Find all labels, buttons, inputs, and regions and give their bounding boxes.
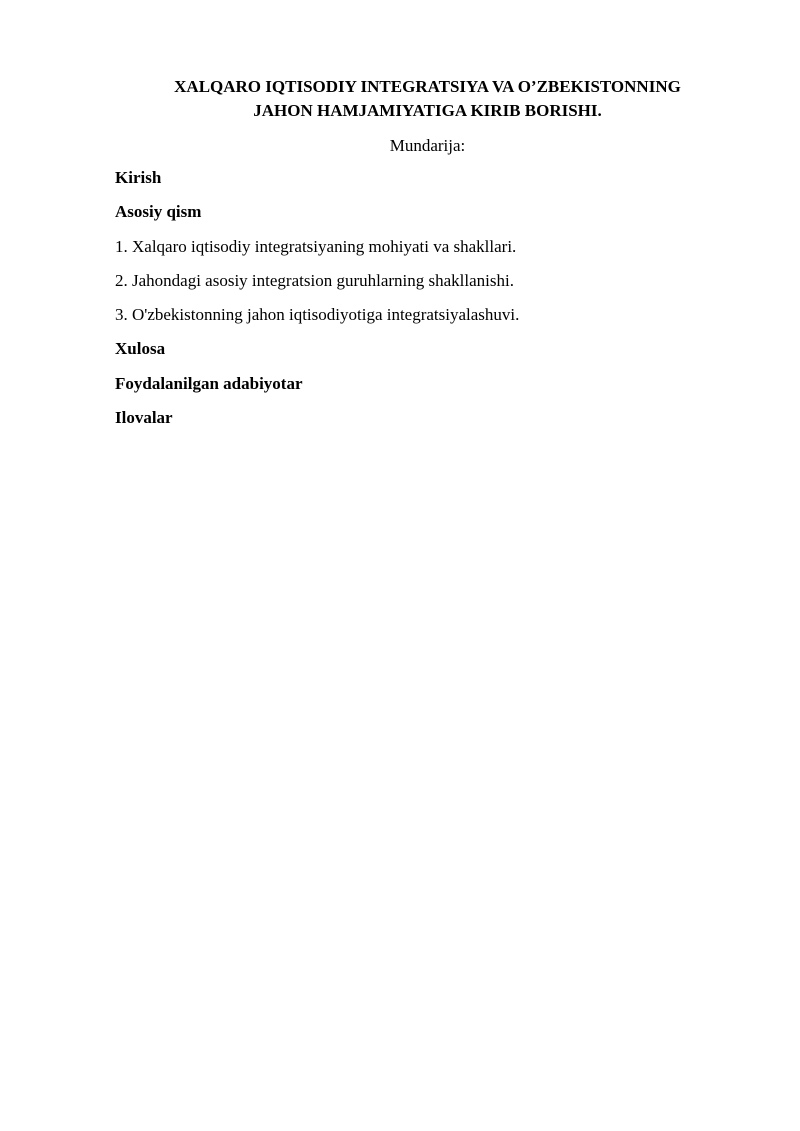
- toc-item-kirish: Kirish: [115, 168, 162, 187]
- table-of-contents: [115, 166, 740, 440]
- toc-item-asosiy-qism: Asosiy qism: [115, 202, 202, 222]
- toc-item-section-1: 1. Xalqaro iqtisodiy integratsiyaning mohiyati va shakllari.: [115, 236, 517, 256]
- toc-item-xulosa: Xulosa: [115, 339, 166, 359]
- toc-item-section-3: 3. O'zbekistonning jahon iqtisodiyotiga integratsiyalashuvi.: [115, 305, 520, 325]
- document-title: [115, 75, 740, 123]
- toc-item-adabiyotlar: Foydalanilgan adabiyotar: [115, 373, 303, 393]
- table-of-contents-heading: Mundarija:: [389, 136, 466, 155]
- toc-item-section-2: 2. Jahondagi asosiy integratsion guruhlarning shakllanishi.: [115, 270, 514, 290]
- document-title-line-2: JAHON HAMJAMIYATIGA KIRIB BORISHI.: [253, 101, 602, 120]
- document-title-line-1: XALQARO IQTISODIY INTEGRATSIYA VA O’ZBEKISTONNING: [174, 77, 681, 96]
- toc-item-ilovalar: Ilovalar: [115, 408, 173, 428]
